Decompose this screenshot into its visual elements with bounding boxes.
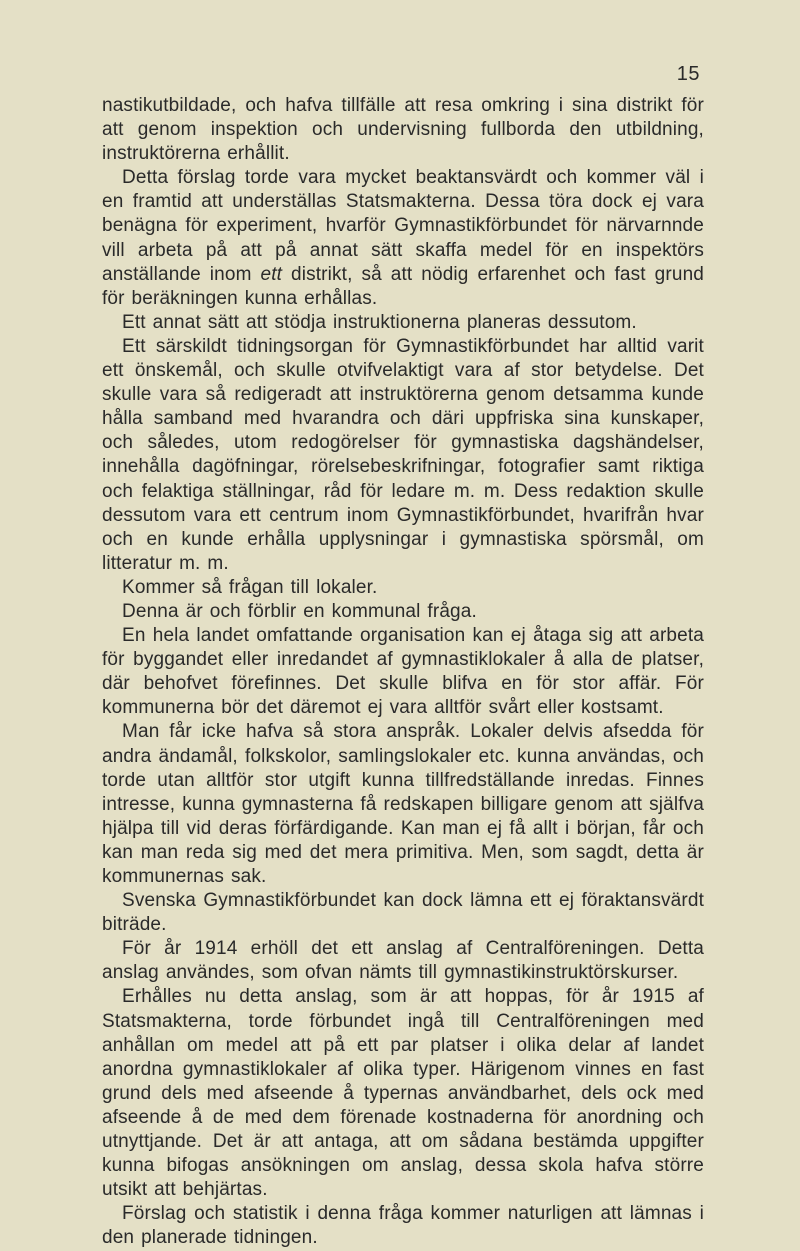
paragraph: Erhålles nu detta anslag, som är att hoppas, för år 1915 af Statsmakterna, torde förbundet ingå till Centralföreningen med anhållan om medel att på ett par platser i olika delar af landet anordna gymnastiklokaler af olika typer. Härigenom vinnes en fast grund dels med afseende å typernas användbarhet, dels ock med afseende å de med dem förenade kostnaderna för anordning och utnyttjande. Det är att antaga, att om sådana bestämda uppgifter kunna bifogas ansökningen om anslag, dessa skola hafva större utsikt att behjärtas.: [102, 986, 704, 1201]
paragraph: Svenska Gymnastikförbundet kan dock lämna ett ej föraktansvärdt biträde.: [102, 890, 704, 936]
paragraph: Ett särskildt tidningsorgan för Gymnastikförbundet har alltid varit ett önskemål, och skulle otvifvelaktigt vara af stor betydelse. Det skulle vara så redigeradt att instruktörerna genom detsamma kunde hålla samband med hvarandra och däri uppfriska sina kunskaper, och således, utom redogörelser för gymnastiska dagshändelser, innehålla dagöfningar, rörelsebeskrifningar, fotografier samt riktiga och felaktiga ställningar, råd för ledare m. m. Dess redaktion skulle dessutom vara ett centrum inom Gymnastikförbundet, hvarifrån hvar och en kunde erhålla upplysningar i gymnastiska spörsmål, om litteratur m. m.: [102, 335, 704, 574]
paragraph: Förslag och statistik i denna fråga kommer naturligen att lämnas i den planerade tidningen.: [102, 1203, 704, 1249]
paragraph-text-before: Detta förslag torde vara mycket beaktansvärdt och kommer väl i en framtid att underställas Statsmakterna. Dessa töra dock ej vara benägna för experiment, hvarför Gymnastikförbundet för närvarnnde vill arbeta på att på annat sätt skaffa medel för en inspektörs anställande inom: [102, 167, 704, 285]
paragraph: Man får icke hafva så stora anspråk. Lokaler delvis afsedda för andra ändamål, folkskolor, samlingslokaler etc. kunna användas, och torde utan alltför stor utgift kunna tillfredställande inredas. Finnes intresse, kunna gymnasterna få redskapen billigare genom att själfva hjälpa till vid deras förfärdigande. Kan man ej få allt i början, får och kan man reda sig med det mera primitiva. Men, som sagdt, detta är kommunernas sak.: [102, 721, 704, 887]
page-number: 15: [676, 63, 700, 85]
paragraph: För år 1914 erhöll det ett anslag af Centralföreningen. Detta anslag användes, som ofvan nämts till gymnastikinstruktörskurser.: [102, 938, 704, 984]
paragraph: nastikutbildade, och hafva tillfälle att resa omkring i sina distrikt för att genom inspektion och undervisning fullborda den utbildning, instruktörerna erhållit.: [102, 95, 704, 165]
emphasized-word: ett: [260, 263, 283, 285]
paragraph: Denna är och förblir en kommunal fråga.: [122, 600, 477, 622]
paragraph: Ett annat sätt att stödja instruktionerna planeras dessutom.: [122, 311, 637, 333]
paragraph: Kommer så frågan till lokaler.: [122, 576, 378, 598]
paragraph-with-emphasis: [102, 166, 704, 311]
body-text: [102, 94, 704, 1251]
paragraph: En hela landet omfattande organisation kan ej åtaga sig att arbeta för byggandet eller inredandet af gymnastiklokaler å alla de platser, där behofvet förefinnes. Det skulle blifva en för stor affär. För kommunerna bör det däremot ej vara alltför svårt eller kostsamt.: [102, 625, 704, 719]
paragraph-text-after: distrikt, så att nödig erfarenhet och fast grund för beräkningen kunna erhållas.: [102, 263, 705, 309]
